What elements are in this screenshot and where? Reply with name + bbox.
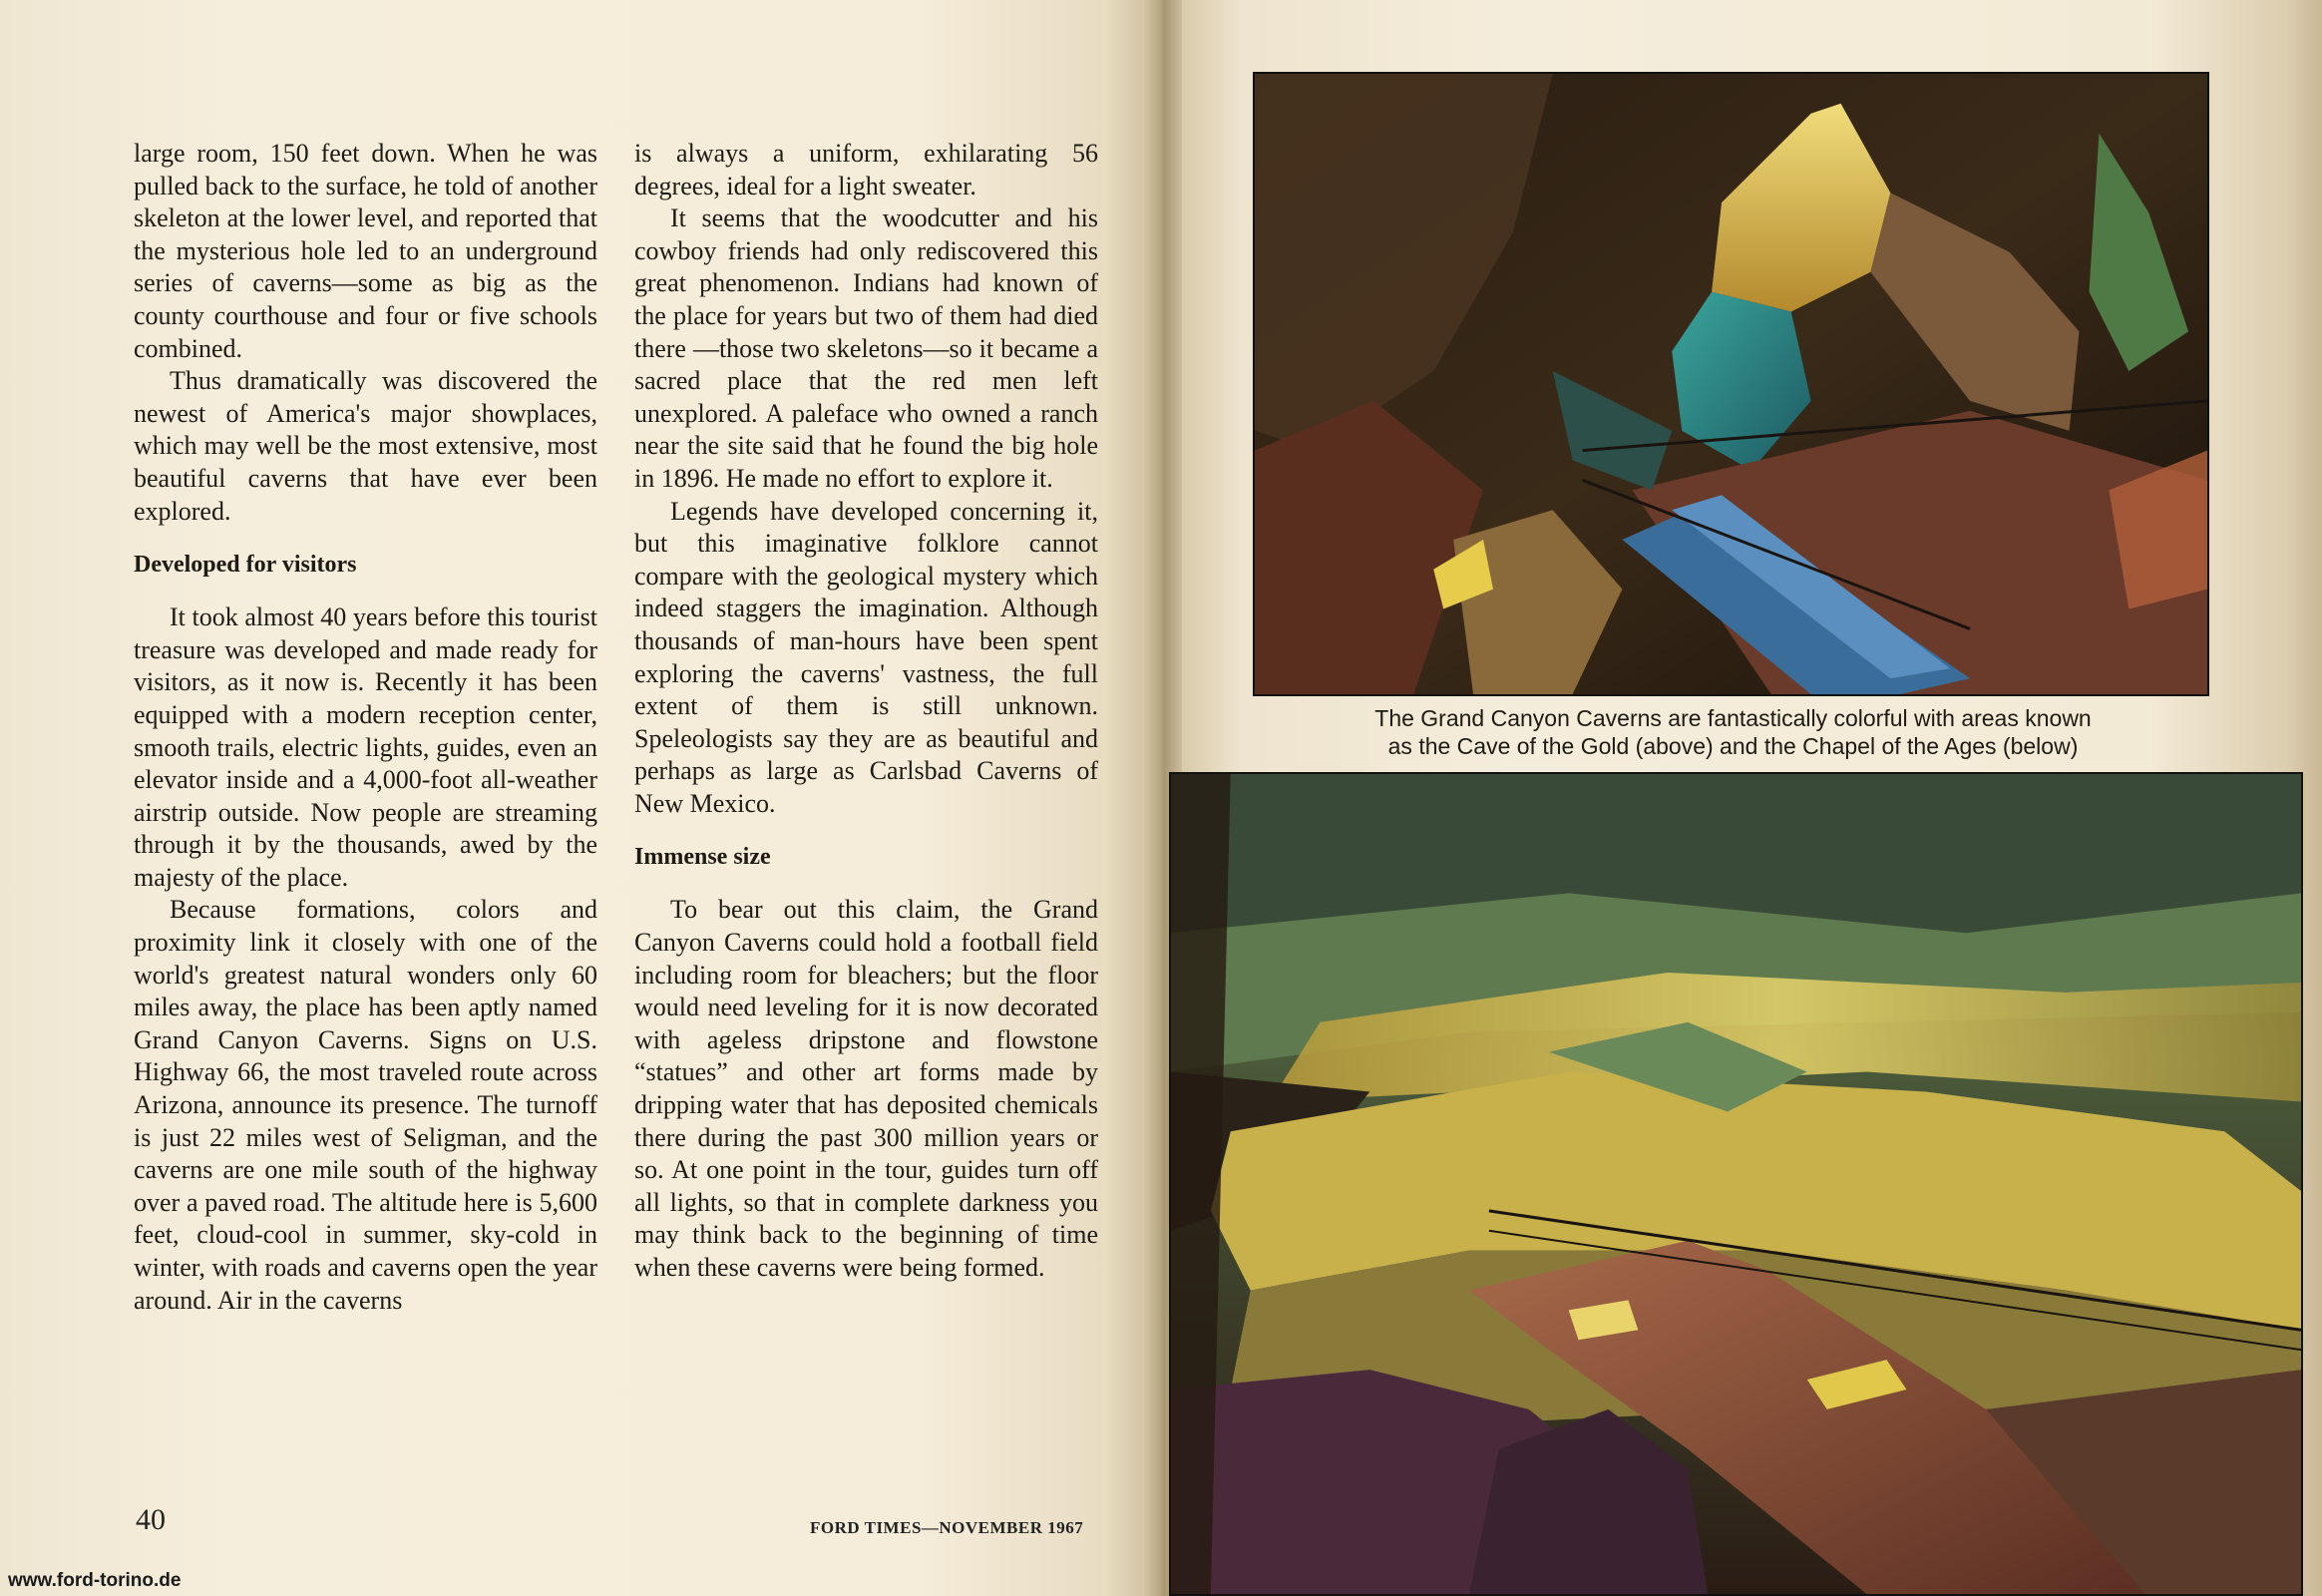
cave-of-gold-illustration [1255, 74, 2207, 694]
caption-line-2: as the Cave of the Gold (above) and the Chapel of the Ages (below) [1387, 733, 2079, 759]
paragraph: Legends have developed concerning it, but this imaginative folklore cannot compare with the geological mystery which indeed staggers the imagination. Although thousands of man-hours have been spent exploring the caverns' vastness, the full extent of them is still unknown. Speleologists say they are as beautiful and perhaps as large as Carlsbad Caverns of New Mexico. [634, 496, 1098, 818]
section-heading-developed: Developed for visitors [134, 552, 357, 579]
folio-line: FORD TIMES—NOVEMBER 1967 [810, 1518, 1084, 1537]
chapel-of-ages-illustration [1171, 774, 2301, 1594]
caption-line-1: The Grand Canyon Caverns are fantastically colorful with areas known [1374, 705, 2092, 731]
section-heading-immense: Immense size [634, 844, 771, 871]
paragraph: is always a uniform, exhilarating 56 degrees, ideal for a light sweater. [634, 139, 1098, 200]
paragraph: Thus dramatically was discovered the newest of America's major showplaces, which may well be the most extensive, most beautiful caverns that have ever been explored. [134, 366, 597, 526]
paragraph: To bear out this claim, the Grand Canyon Caverns could hold a football field including room for bleachers; but the floor would need leveling for it is now decorated with ageless dripstone and flowstone “statues” and other art forms made by dripping water that has deposited chemicals there during the past 300 million years or so. At one point in the tour, guides turn off all lights, so that in complete darkness you may think back to the beginning of time when these caverns were being formed. [634, 895, 1098, 1282]
text-column-1 [134, 138, 597, 1317]
site-watermark: www.ford-torino.de [8, 1570, 182, 1591]
paragraph: Because formations, colors and proximity link it closely with one of the world's greatest natural wonders only 60 miles away, the place has been aptly named Grand Canyon Caverns. Signs on U.S. Highway 66, the most traveled route across Arizona, announce its presence. The turnoff is just 22 miles west of Seligman, and the caverns are one mile south of the highway over a paved road. The altitude here is 5,600 feet, cloud-cool in summer, sky-cold in winter, with roads and caverns open the year around. Air in the caverns [134, 895, 597, 1315]
cave-of-gold-photo [1253, 72, 2209, 696]
page-number: 40 [136, 1503, 166, 1536]
text-column-2 [634, 138, 1098, 1285]
chapel-of-ages-photo [1169, 772, 2303, 1596]
paragraph: It seems that the woodcutter and his cowboy friends had only rediscovered this great phenomenon. Indians had known of the place for years but two of them had died there —those two skeletons—so it became a sacred place that the red men left unexplored. A paleface who owned a ranch near the site said that he found the big hole in 1896. He made no effort to explore it. [634, 203, 1098, 493]
paragraph: It took almost 40 years before this tourist treasure was developed and made ready for visitors, as it now is. Recently it has been equipped with a modern reception center, smooth trails, electric lights, guides, even an elevator inside and a 4,000-foot all-weather airstrip outside. Now people are streaming through it by the thousands, awed by the majesty of the place. [134, 602, 597, 892]
paragraph: large room, 150 feet down. When he was pulled back to the surface, he told of another skeleton at the lower level, and reported that the mysterious hole led to an underground series of caverns—some as big as the county courthouse and four or five schools combined. [134, 139, 597, 363]
photo-caption [1287, 704, 2179, 760]
